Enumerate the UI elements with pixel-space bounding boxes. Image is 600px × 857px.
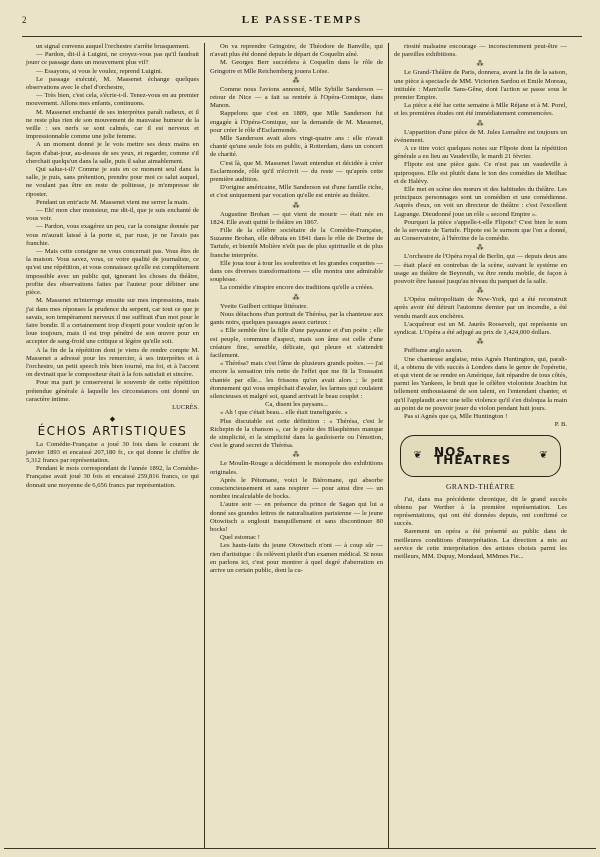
paragraph: La comédie s'inspire encore des traditions qu'elle a créées. (220, 284, 374, 292)
paragraph: Les hauts-faits du jeune Otowitsch n'ont — à coup sûr — rien d'artistique : ils relèvent plutôt d'un examen médical. Si nous en parlons ici, c'est pour montrer à quel degré d'aberration en arrive un certain public, dont la cu- (210, 542, 383, 574)
banner-title: NOS THÉATRES (434, 445, 512, 468)
paragraph: « Ah ! que c'était beau... elle était transfigurée. » (220, 409, 348, 417)
signature: P. B. (554, 421, 567, 429)
paragraph: M. Massenet m'interroge ensuite sur mes impressions, mais j'ai dans mes réponses la prudence du serpent, car tout ce que je savais, son tempérament nerveux il me suffirait d'un mot pour le faire bondir. Il a certainement trop d'esprit pour vouloir qu'on le loue toujours, mais il est trop pénétré de son œuvre pour en accepter de sang-froid une critique si légère qu'elle soit. (26, 297, 199, 346)
asterism-icon: ⁂ (476, 60, 485, 69)
paragraph: On va reprendre Gringoire, de Théodore de Banville, qui n'avait plus été donné depuis le départ de Coquelin aîné. (210, 43, 383, 59)
paragraph: Le Moulin-Rouge a décidément le monopole des exhibitions originales. (210, 460, 383, 476)
paragraph: Pourquoi la pièce s'appelle-t-elle Flipote? C'est bien le nom de la servante de Tartufe. Flipote est le surnom que l'on a donné, au Conservatoire, à l'héroïne de la comédie. (394, 218, 567, 243)
paragraph: Une chanteuse anglaise, miss Agnès Huntington, qui, paraît-il, a obtenu de vifs succès à Londres dans le genre de l'opérette, et qui vient de se rendre en Amérique, fait répandre de tous côtés, parmi les Yankees, le bruit que le célèbre violoniste Joachim fut tellement enthousiasmé de son talent, en l'entendant chanter, et qu'il l'applaudit avec une telle violence qu'il s'en disloqua la main au point de ne pouvoir jouer du violon pendant huit jours. (394, 355, 567, 412)
paragraph: A un moment donné je le vois mettre ses deux mains en façon d'abat-jour, au-dessus de ses yeux, et regarder, comme s'il cherchait quelqu'un dans la salle, puis il salue aimablement. (26, 141, 199, 165)
paragraph: Le passage exécuté, M. Massenet échange quelques observations avec le chef d'orchestre, (26, 75, 199, 92)
asterism-icon: ⁂ (292, 76, 301, 85)
paragraph: L'orchestre de l'Opéra royal de Berlin, qui — depuis deux ans — était placé en contrebas de la scène, suivant le système en usage au théâtre de Beyreuth, va être rendu mobile, de façon à pouvoir être haussé jusqu'au niveau du parquet de la salle. (394, 253, 567, 286)
column-2 (206, 43, 387, 848)
column-divider (204, 43, 205, 848)
paragraph: Après le Pétomane, voici le Biéromane, qui absorbe consciencieusement et sans respirer — pour ainsi dire — un nombre incalculable de bocks. (210, 476, 383, 501)
paragraph: Plus discutable est cette définition : « Thérésa, c'est le Richepin de la chanson », car le poète des Blasphèmes manque de simplicité, et la simplicité dans la gauloiserie ou l'émotion, c'est le grand secret de Thérésa. (210, 417, 383, 450)
flourish-left-icon: ❦ (413, 450, 422, 462)
paragraph: La Comédie-Française a joué 30 fois dans le courant de janvier 1893 et encaissé 207,180 fr., ce qui donne le chiffre de 5,312 francs par représentation. (26, 440, 199, 464)
paragraph: Rappelons que c'est en 1889, que Mlle Sanderson fut engagée à l'Opéra-Comique, sur la demande de M. Massenet, pour créer le rôle d'Esclarmonde. (210, 110, 383, 134)
asterism-icon: ⁂ (476, 338, 485, 347)
paragraph: Elle joua tour à tour les soubrettes et les grandes coquettes — dans ces diverses transformations — elle montra une admirable souplesse. (210, 259, 383, 284)
page-number: 2 (22, 15, 27, 25)
sub-title: GRAND-THÉATRE (446, 482, 515, 492)
diamond-ornament-icon: ◆ (109, 415, 116, 424)
paragraph: L'acquéreur est un M. Jaurès Roosevelt, qui représente un syndicat. L'Opéra a été adjugé au prix de 1,424,000 dollars. (394, 320, 567, 337)
paragraph: Puffisme anglo saxon. (404, 347, 463, 355)
page-header (22, 14, 582, 37)
paragraph: Fille de la célèbre sociétaire de la Comédie-Française, Suzanne Brohan, elle débuta en 1841 dans le rôle de Dorine de Tartufe, et bientôt Molière n'eût pas de plus spirituelle et de plus franche interprète. (210, 227, 383, 259)
flourish-right-icon: ❦ (539, 450, 548, 462)
paragraph: un signal convenu auquel l'orchestre s'arrête brusquement. (36, 43, 190, 50)
asterism-icon: ⁂ (476, 119, 485, 128)
paragraph: riosité malsaine encourage — inconsciemment peut-être — de pareilles exhibitions. (394, 43, 567, 59)
section-banner (400, 435, 561, 477)
paragraph: — Eh! mon cher monsieur, me dit-il, que je suis enchanté de vous voir. (26, 207, 199, 223)
paragraph: C'est là, que M. Massenet l'avait entendue et décidée à créer Esclarmonde, rôle qu'il n'écrivit — du reste — qu'après cette première audition. (210, 159, 383, 184)
paragraph: M. Georges Berr succédera à Coquelin dans le rôle de Gringoire et Mlle Reichemberg jouera Loïse. (210, 59, 383, 75)
paragraph: Yvette Guilbert critique littéraire. (220, 302, 308, 310)
paragraph: Rarement un opéra a été présenté au public dans de meilleures conditions d'interprétation. La direction a mis au service de cette interprétation des artistes choisis parmi les meilleurs, MM. Dupuy, Mondaud, MMmes Fie... (394, 528, 567, 560)
column-3 (390, 43, 571, 848)
paragraph: Comme nous l'avions annoncé, Mlle Sybille Sanderson — retour de Nice — a fait sa rentrée à l'Opéra-Comique, dans Manon. (210, 85, 383, 110)
paragraph: « Thérésa? mais c'est l'âme de plusieurs grands poètes. — j'ai encore la sensation très nette de l'effet que me fit la Toussaint chantée par elle... les frissons qu'on avait alors ; le petit étonnement qui vous empêchait d'avaler, les larmes qui coulaient silencieuses et malgré soi, quand arrivait le beau couplet : (210, 360, 383, 400)
paragraph: L'autre soir — en présence du prince de Sagan qui lui a donné ses grandes lettres de naturalisation parisienne — le jeune Otowitsch a englouti tranquillement et sans discontinuer 80 bocks! (210, 501, 383, 533)
column-1 (22, 43, 203, 848)
paragraph: Pas si Agnès que ça, Mlle Huntington ! (404, 412, 508, 420)
paragraph: Mlle Sanderson avait alors vingt-quatre ans : elle n'avait chanté qu'une seule fois en public, à Rotterdam, dans un concert de charité. (210, 135, 383, 159)
paragraph: L'Opéra métropolitain de New-York, qui a été reconstruit après avoir été détruit l'automne dernier par un incendie, a été vendu mardi aux enchères. (394, 296, 567, 320)
section-title: ÉCHOS ARTISTIQUES (37, 424, 188, 439)
paragraph: Pour ma part je conserverai le souvenir de cette répétition prétendue générale à laquelle les circonstances ont donné un caractère intime. (26, 379, 199, 403)
paragraph: La pièce a été lue cette semaine à Mlle Réjane et à M. Porel, et les premières études ont été immédiatement commencées. (394, 102, 567, 118)
paragraph: Pendant un entr'acte M. Massenet vient me serrer la main. (36, 198, 189, 206)
paragraph: Nous détachons d'un portrait de Thérésa, par la chanteuse aux gants noirs, quelques passages assez curieux : (210, 310, 383, 327)
paragraph: — Très bien, c'est cela, s'écrie-t-il. Tenez-vous en au premier mouvement. Allons mes enfants, continuons. (26, 92, 199, 108)
paragraph: — Mais cette consigne ne vous concernait pas. Vous êtes de la maison. Vous savez, vous, ce votre qualité de journaliste, ce qu'est une répétition, et vous connaissez qu'elle est complètement impossible avec un public qui, ignorant les choses du théâtre, profite des observations faites par l'auteur pour débiner une pièce. (26, 248, 199, 297)
bottom-rule (4, 848, 596, 854)
paragraph: Elle met en scène des mœurs et des habitudes du théâtre. Les principaux personnages sont un comédien et une comédienne. Auprès d'eux, on voit un directeur de théâtre : c'est l'excellent Lagrange. Dieudonné joue un rôle « second Empire ». (394, 186, 567, 218)
signature: LUCRÈS. (172, 403, 199, 411)
asterism-icon: ⁂ (476, 244, 485, 253)
paragraph: « Elle semble être la fille d'une paysanne et d'un poète ; elle est peuple, commune d'aspect, mais son âme est celle d'une créature fine, sensible, délicate, qui pleure et s'attendrit facilement. (210, 327, 383, 359)
columns (22, 43, 582, 848)
paragraph: — Pardon, vous exagérez un peu, car la consigne donnée par vous m'aurait laissé à la porte si, par ruse, je ne l'avais pas franchie. (26, 223, 199, 247)
paragraph: Augustine Brohan — qui vient de mourir — était née en 1824. Elle avait quitté le théâtre en 1867. (210, 210, 383, 226)
paragraph: Le Grand-Théâtre de Paris, donnera, avant la fin de la saison, une pièce à spectacle de MM. Victorien Sardou et Emile Moreau, intitulée : Mam'zelle Sans-Gêne, dont l'action se passe sous le premier Empire. (394, 69, 567, 102)
paragraph: — Essayons, si vous le voulez, reprend Luigini. (36, 67, 163, 75)
paragraph: Ca, disent les paysans... (265, 401, 328, 409)
paragraph: Pendant le mois correspondant de l'année 1892, la Comédie-Française avait joué 30 fois et encaissé 259,816 francs, ce qui donnait une moyenne de 6,656 francs par représentation. (26, 465, 199, 489)
paragraph: D'origine américaine, Mlle Sanderson est d'une famille riche, et c'est uniquement par vocation qu'elle est entrée au théâtre. (210, 184, 383, 200)
column-divider (388, 43, 389, 848)
paragraph: — Pardon, dit-il à Luigini, ne croyez-vous pas qu'il faudrait jouer ce passage dans un mouvement plus vif? (26, 51, 199, 67)
asterism-icon: ⁂ (476, 287, 485, 296)
paragraph: Qui salue-t-il? Comme je suis en ce moment seul dans la salle, je puis, sans prétention, prendre pour moi ce salut auquel, ne voulant pas être en reste de politesse, je m'empresse de riposter. (26, 166, 199, 198)
running-title: LE PASSE-TEMPS (241, 14, 363, 26)
paragraph: M. Massenet enchanté de ses interprètes paraît radieux, et il ne reste plus rien de son mouvement de mauvaise humeur de la veille : ses nerfs se sont calmés, car il est nerveux et impressionnable comme une jolie femme. (26, 108, 199, 141)
paragraph: L'apparition d'une pièce de M. Jules Lemaître est toujours un événement. (394, 128, 567, 144)
paragraph: Quel estomac ! (220, 534, 260, 542)
asterism-icon: ⁂ (292, 451, 301, 460)
paragraph: J'ai, dans ma précédente chronique, dit le grand succès obtenu par Werther à la première représentation. Les représentations, qui ont été données depuis, ont confirmé ce succès. (394, 495, 567, 528)
asterism-icon: ⁂ (292, 293, 301, 302)
paragraph: Flipote est une pièce gaie. Ce n'est pas un vaudeville à quiproquos. Elle est plutôt dans le ton des comédies de Meilhac et de Halévy. (394, 161, 567, 185)
paragraph: A ce titre voici quelques notes sur Flipote dont la répétition générale a eu lieu au Vaudeville, le mardi 21 février. (394, 145, 567, 161)
paragraph: A la fin de la répétition dont je viens de rendre compte M. Massenet a adressé pour les remercier, à ses interprètes et à l'orchestre, un petit speech très bien tourné, ma foi, et à l'accent on devinait que le compositeur était à la fois satisfait et sincère. (26, 346, 199, 379)
asterism-icon: ⁂ (292, 201, 301, 210)
